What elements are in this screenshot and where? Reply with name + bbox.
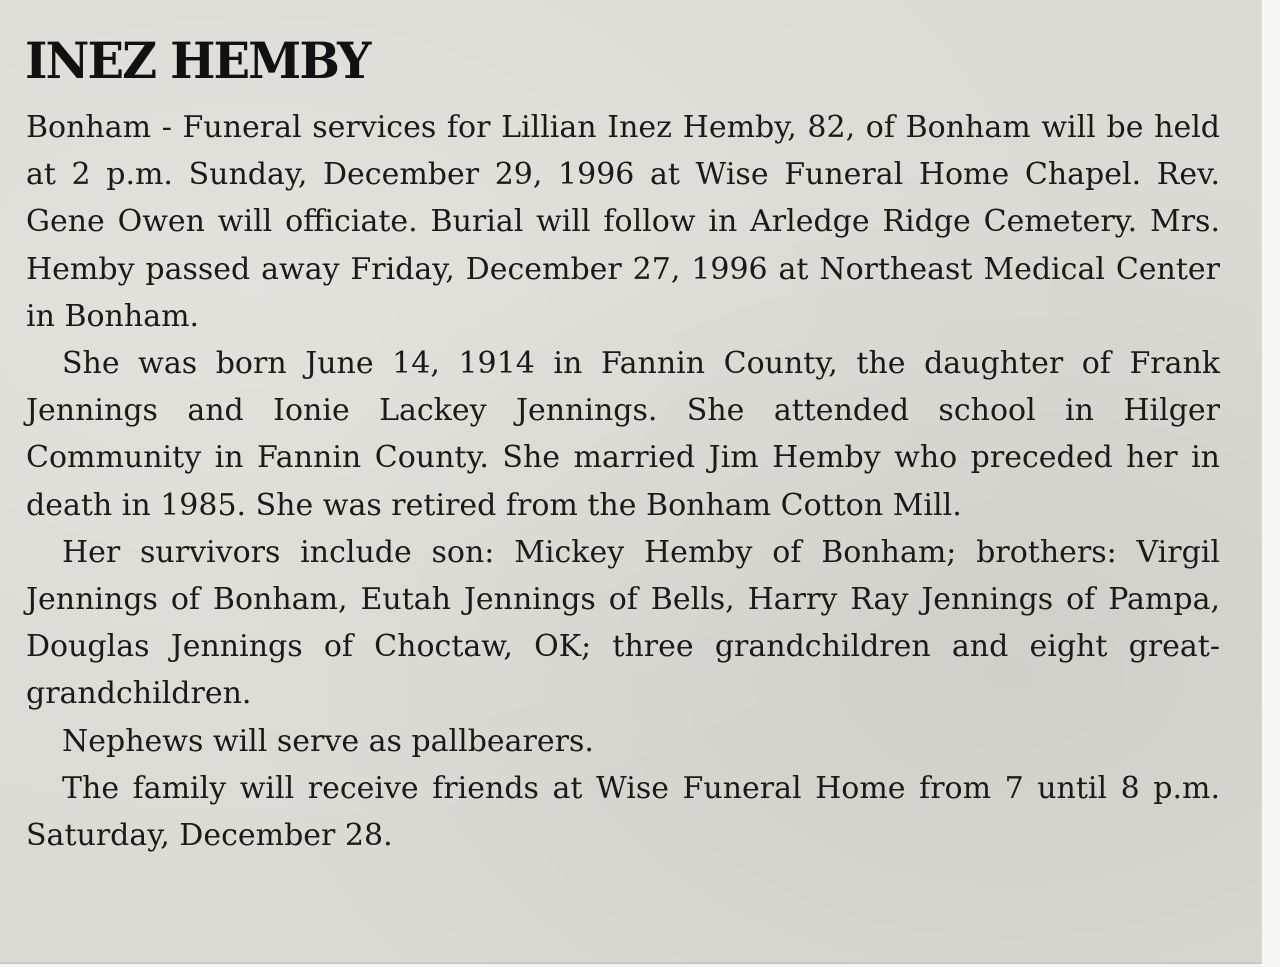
paragraph-visitation: The family will receive friends at Wise Funeral Home from 7 until 8 p.m. Saturday, December 28.	[26, 770, 1220, 854]
paragraph-pallbearers: Nephews will serve as pallbearers.	[62, 723, 594, 759]
scan-margin	[1262, 0, 1280, 967]
paragraph-biography: She was born June 14, 1914 in Fannin County, the daughter of Frank Jennings and Ionie Lackey Jennings. She attended school in Hilger Community in Fannin County. She married Jim Hemby who preceded her in death in 1985. She was retired from the Bonham Cotton Mill.	[26, 346, 1220, 523]
obituary-headline: INEZ HEMBY	[25, 31, 370, 90]
obituary-body	[26, 104, 1220, 859]
paragraph-survivors: Her survivors include son: Mickey Hemby of Bonham; brothers: Virgil Jennings of Bonham, Eutah Jennings of Bells, Harry Ray Jennings of Pampa, Douglas Jennings of Choctaw, OK; three grandchildren and eight great-grandchildren.	[26, 534, 1220, 712]
paragraph-services: Bonham - Funeral services for Lillian Inez Hemby, 82, of Bonham will be held at 2 p.m. Sunday, December 29, 1996 at Wise Funeral Home Chapel. Rev. Gene Owen will officiate. Burial will follow in Arledge Ridge Cemetery. Mrs. Hemby passed away Friday, December 27, 1996 at Northeast Medical Center in Bonham.	[26, 110, 1220, 334]
